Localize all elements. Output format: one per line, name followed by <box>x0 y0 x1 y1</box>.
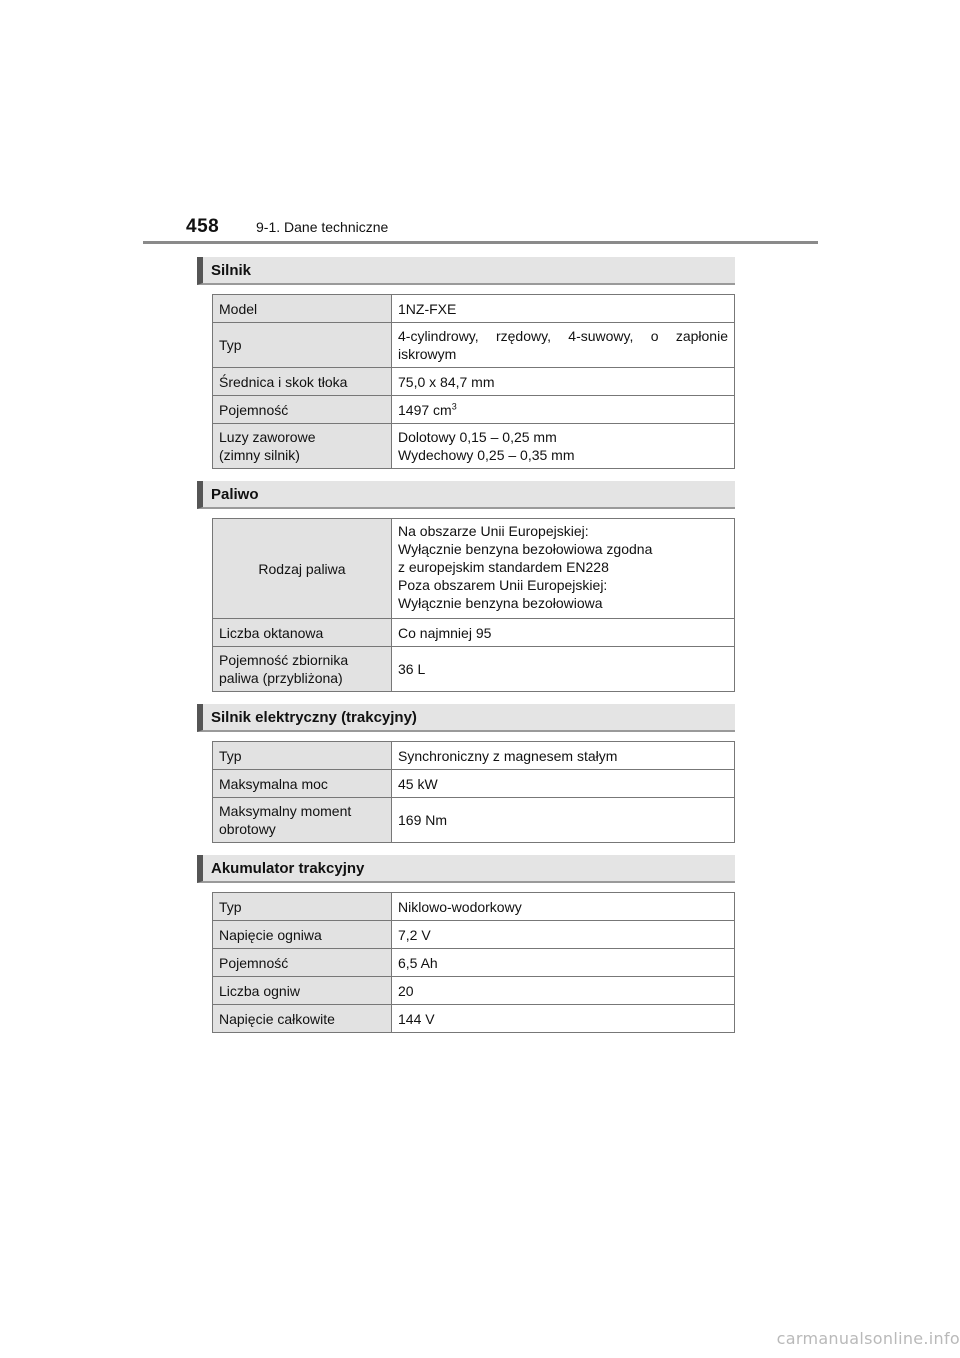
table-row <box>213 647 735 692</box>
table-row <box>213 295 735 323</box>
table-row <box>213 798 735 843</box>
section-fuel <box>197 481 735 692</box>
spec-table-engine <box>212 294 735 469</box>
spec-value-line: Wydechowy 0,25 – 0,35 mm <box>398 447 575 463</box>
spec-value: 20 <box>392 977 735 1005</box>
spec-value: 36 L <box>392 647 735 692</box>
spec-label-line: obrotowy <box>219 821 276 837</box>
table-row <box>213 323 735 368</box>
page-number: 458 <box>186 216 220 237</box>
spec-table-traction-battery <box>212 892 735 1033</box>
table-row <box>213 977 735 1005</box>
section-traction-battery <box>197 855 735 1033</box>
spec-value-line: Na obszarze Unii Europejskiej: <box>398 523 589 539</box>
spec-value: 4-cylindrowy, rzędowy, 4-suwowy, o zapłonie iskrowym <box>392 323 735 368</box>
section-electric-motor <box>197 704 735 843</box>
table-row <box>213 396 735 424</box>
spec-value: 75,0 x 84,7 mm <box>392 368 735 396</box>
spec-label: Typ <box>213 893 392 921</box>
table-row <box>213 921 735 949</box>
spec-table-fuel <box>212 518 735 692</box>
table-row <box>213 742 735 770</box>
spec-value: 1497 cm <box>398 401 452 418</box>
spec-label-line: paliwa (przybliżona) <box>219 670 343 686</box>
spec-value: 1NZ-FXE <box>392 295 735 323</box>
spec-label: Liczba ogniw <box>213 977 392 1005</box>
table-row <box>213 424 735 469</box>
spec-value: 45 kW <box>392 770 735 798</box>
table-row <box>213 949 735 977</box>
spec-value-line: Poza obszarem Unii Europejskiej: <box>398 577 608 593</box>
page-header <box>186 216 388 240</box>
chapter-title: 9-1. Dane techniczne <box>256 219 389 235</box>
spec-table-electric-motor <box>212 741 735 843</box>
spec-value: Niklowo-wodorkowy <box>392 893 735 921</box>
spec-label <box>213 647 392 692</box>
spec-value <box>392 519 735 619</box>
spec-label <box>213 798 392 843</box>
spec-label: Rodzaj paliwa <box>213 519 392 619</box>
spec-label-line: Luzy zaworowe <box>219 429 316 445</box>
spec-label: Typ <box>213 742 392 770</box>
section-heading: Akumulator trakcyjny <box>197 855 735 883</box>
table-row <box>213 519 735 619</box>
spec-label: Napięcie ogniwa <box>213 921 392 949</box>
unit-superscript: 3 <box>451 400 457 411</box>
spec-value-line: Dolotowy 0,15 – 0,25 mm <box>398 429 557 445</box>
spec-value <box>392 424 735 469</box>
section-heading: Silnik <box>197 257 735 285</box>
spec-label-line: Pojemność zbiornika <box>219 652 349 668</box>
spec-value: Synchroniczny z magnesem stałym <box>392 742 735 770</box>
section-engine <box>197 257 735 469</box>
spec-value: 144 V <box>392 1005 735 1033</box>
spec-value: 7,2 V <box>392 921 735 949</box>
section-heading: Silnik elektryczny (trakcyjny) <box>197 704 735 732</box>
spec-label-line: (zimny silnik) <box>219 447 300 463</box>
spec-label: Liczba oktanowa <box>213 619 392 647</box>
spec-value-displacement <box>392 396 735 424</box>
table-row <box>213 770 735 798</box>
spec-label: Pojemność <box>213 949 392 977</box>
spec-value-line: Wyłącznie benzyna bezołowiowa <box>398 595 603 611</box>
spec-label: Maksymalna moc <box>213 770 392 798</box>
spec-label: Średnica i skok tłoka <box>213 368 392 396</box>
spec-label-line: Maksymalny moment <box>219 803 352 819</box>
spec-value: 6,5 Ah <box>392 949 735 977</box>
table-row <box>213 1005 735 1033</box>
header-divider <box>143 241 818 244</box>
spec-content <box>197 257 735 1045</box>
section-heading: Paliwo <box>197 481 735 509</box>
spec-label: Model <box>213 295 392 323</box>
spec-value: Co najmniej 95 <box>392 619 735 647</box>
footer-watermark: carmanualsonline.info <box>776 1329 960 1348</box>
spec-value-line: z europejskim standardem EN228 <box>398 559 609 575</box>
spec-value-line: Wyłącznie benzyna bezołowiowa zgodna <box>398 541 653 557</box>
table-row <box>213 368 735 396</box>
table-row <box>213 893 735 921</box>
spec-label: Typ <box>213 323 392 368</box>
spec-label: Pojemność <box>213 396 392 424</box>
spec-value: 169 Nm <box>392 798 735 843</box>
table-row <box>213 619 735 647</box>
spec-label <box>213 424 392 469</box>
spec-label: Napięcie całkowite <box>213 1005 392 1033</box>
